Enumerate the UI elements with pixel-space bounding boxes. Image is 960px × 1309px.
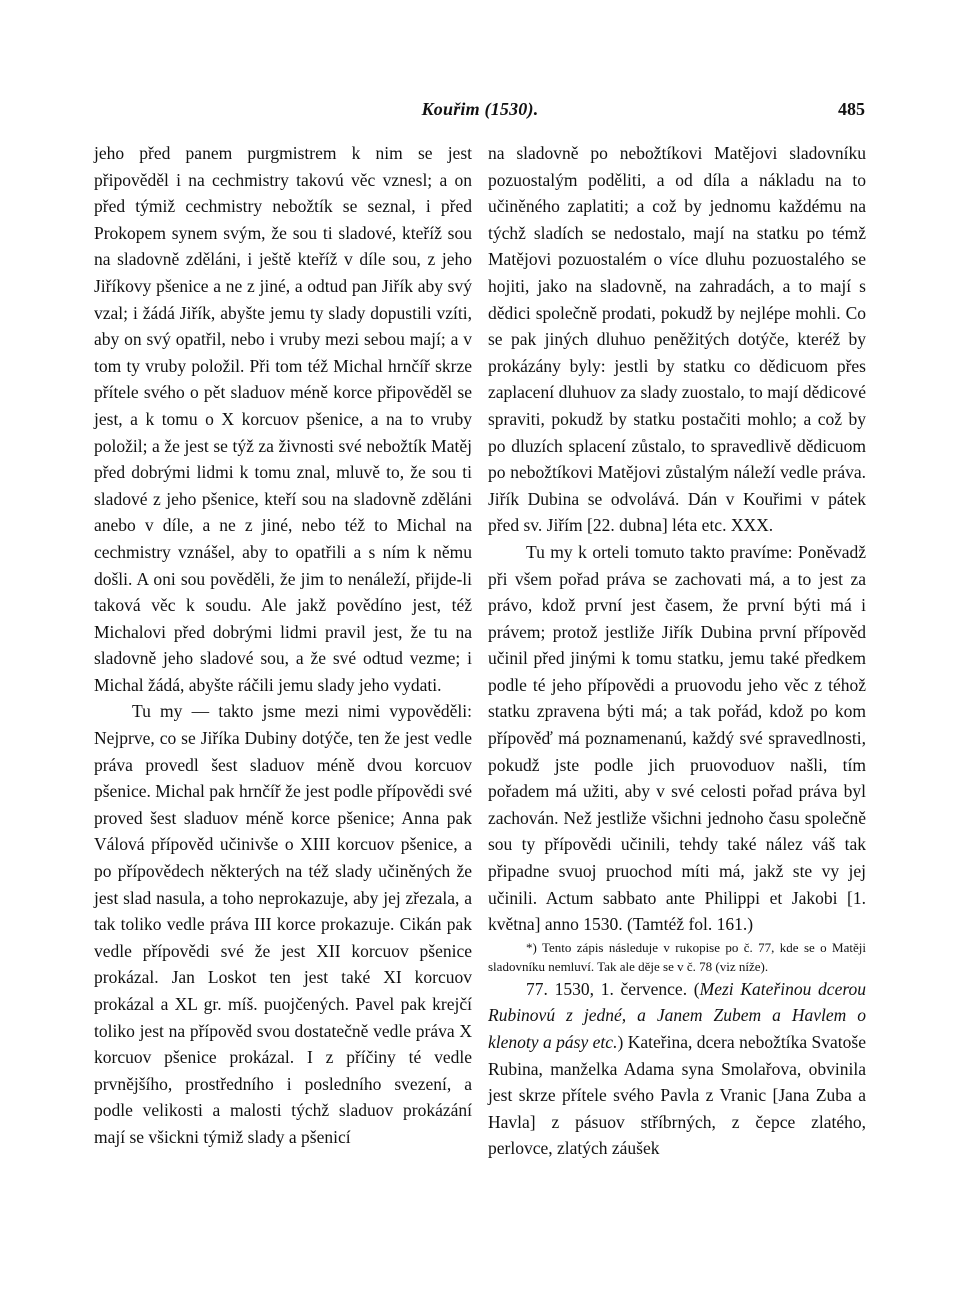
footnote: *) Tento zápis následuje v rukopise po č. 77, kde se o Matěji sladovníku nemluví. Tak ale děje se v č. 78 (viz níže).: [488, 939, 866, 974]
entry-text: ) Kateřina, dcera nebožtíka Svatoše Rubina, manželka Adama syna Smolařova, obvinila jest skrze přítele svého Pavla z Vranic [Jana Zuba a Havla] z pásuov stříbrných, z čepce zlatého, perlovce, zlatých záušek: [488, 1032, 866, 1159]
paragraph: Tu my k orteli tomuto takto pravíme: Poněvadž při všem pořad práva se zachovati má, a to jest za právo, kdož první jest časem, že první býti má i právem; protož jestliže Jiřík Dubina první přípověd učinil před jinými k tomu statku, jemu také předkem podle té jeho přípovědi a pruovodu jeho věc z téhož statku zpravena býti má; a tak pořád, kdož po kom přípověď má poznamenanú, každý své spravedlnosti, pokudž jste podle jich pruovoduov našli, tím pořadem má užiti, aby v své celosti pořad práva byl zachován. Než jestliže všichni jednoho času společně sou ty přípovědi učinili, tehdy také nález váš tak připadne svuoj pruochod míti má, jakž ste vy jej učinili. Actum sabbato ante Philippi et Jakobi [1. května] anno 1530. (Tamtéž fol. 161.): [488, 541, 866, 935]
running-title: Kouřim (1530).: [421, 99, 539, 119]
paragraph: jeho před panem purgmistrem k nim se jest připověděl i na cechmistry takovú věc vznesl; a on před týmiž cechmistry nebožtík se seznal, i před Prokopem synem svým, že sou ti sladové, kteříž sou na sladovně zděláni, i ještě kteříž v díle sou, z jeho Jiříkovy pšenice a ne z jiné, a odtud pan Jiřík aby svý vzal; i žádá Jiřík, abyšte jemu ty slady dopustili vzíti, aby on svý opatřil, nebo i vruby mezi sebou mají; a v tom ty vruby položil. Při tom též Michal hrnčíř skrze přítele svého o pět sladuov méně korce připověděl se jest, a k tomu o X korcuov pšenice, a na to vruby položil; a že jest se týž za živnosti své nebožtík Matěj před dobrými lidmi k tomu znal, mluvě to, že sou ti sladové z jeho pšenice, kteří sou na sladovně zděláni anebo v díle, a ne z jiné, nebo též to Michal na cechmistry vznášel, aby to opatřili a s ním k němu došli. A oni sou pověděli, že jim to nenáleží, přijde-li taková věc k soudu. Ale jakž povědíno jest, též Michalovi před dobrými lidmi pravil jest, že tu na sladovně jeho sladové sou, a že své odtud vezme; i Michal žádá, abyšte ráčili jemu slady jeho vydati.: [94, 143, 472, 695]
left-column: [94, 140, 472, 1151]
entry-intro: 77. 1530, 1. července. (: [526, 978, 700, 999]
page-number: 485: [838, 99, 865, 119]
entry-summary: Mezi Kateřinou dcerou Rubinovú z jedné, a Janem Zubem a Havlem o klenoty a pásy etc.: [488, 978, 866, 1052]
right-column: [488, 140, 866, 1162]
entry-paragraph: [488, 976, 866, 1162]
paragraph: Tu my — takto jsme mezi nimi vypověděli: Nejprve, co se Jiříka Dubiny dotýče, ten že jest vedle práva provedl šest sladuov méně dvou korcuov pšenice. Michal pak hrnčíř že jest podle přípovědi své proved šest sladuov méně korce pšenice; Anna pak Válová přípověd učinivše o XIII korcuov pšenice, a po přípovědech některých na též slady učiněných že jest slad nasula, a toho neprokazuje, aby jej zřezala, a tak toliko vedle práva III korce prokazuje. Cikán pak vedle přípovědi své že jest XII korcuov pšenice prokázal. Jan Loskot ten jest také XI korcuov prokázal a XL gr. míš. puojčených. Pavel pak krejčí toliko jest na přípověd svou dostatečně vedle práva X korcuov pšenice prokázal. I z příčiny té vedle prvnějšího, prostředního i posledního svezení, a podle velikosti a malosti týchž sladuov prokázání mají se všickni týmiž slady a pšenicí: [94, 701, 472, 1147]
paragraph: na sladovně po nebožtíkovi Matějovi sladovníku pozuostalým poděliti, a od díla a nákladu na to učiněného zaplatiti; a což by jednomu každému na týchž sladích se nedostalo, mají na statku po témž Matějovi pozuostalém o více dluhu pozuostalého se hojiti, jako na sladovně, na zahradách, a to mají s dědici společně prodati, pokudž by nejlépe mohli. Co se pak jiných dluhuo peněžitých dotýče, kteréž by prokázány byly: jestli by statku co dědicuom přes zaplacení dluhuov za slady zuostalo, to mají dědicové spraviti, pokudž by statku postačiti mohlo; a což by po dluzích splacení zůstalo, to spravedlivě dědicuom po nebožtíkovi Matějovi zůstalým náleží vedle práva. Jiřík Dubina se odvolává. Dán v Kouřimi v pátek před sv. Jiřím [22. dubna] léta etc. XXX.: [488, 143, 866, 536]
